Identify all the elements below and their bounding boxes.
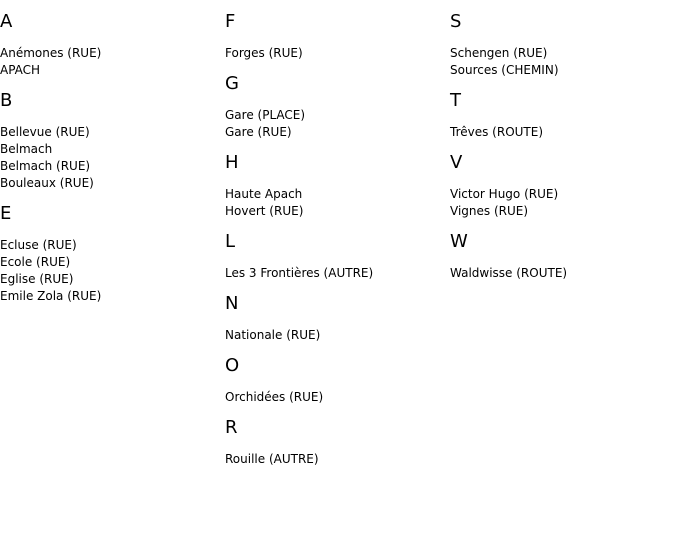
street-item[interactable]: Waldwisse (ROUTE) xyxy=(450,266,568,280)
street-list xyxy=(225,45,450,62)
street-item[interactable]: Nationale (RUE) xyxy=(225,328,321,342)
letter-heading: L xyxy=(225,231,236,252)
letter-group-n xyxy=(225,293,450,344)
street-item[interactable]: Schengen (RUE) xyxy=(450,46,548,60)
letter-heading: N xyxy=(225,293,239,314)
street-item[interactable]: Belmach xyxy=(0,142,53,156)
street-item[interactable]: Bellevue (RUE) xyxy=(0,125,90,139)
letter-heading: B xyxy=(0,90,13,111)
letter-group-e xyxy=(0,203,225,305)
letter-group-t xyxy=(450,90,675,141)
street-item[interactable]: Bouleaux (RUE) xyxy=(0,176,94,190)
index-column-3 xyxy=(450,0,675,282)
letter-group-s xyxy=(450,11,675,79)
street-list xyxy=(225,389,450,406)
letter-heading: R xyxy=(225,417,238,438)
street-item[interactable]: Gare (RUE) xyxy=(225,125,292,139)
street-list xyxy=(225,265,450,282)
street-item[interactable]: Haute Apach xyxy=(225,187,303,201)
street-item[interactable]: Ecole (RUE) xyxy=(0,255,71,269)
street-list xyxy=(450,265,675,282)
street-item[interactable]: Emile Zola (RUE) xyxy=(0,289,102,303)
street-item[interactable]: Rouille (AUTRE) xyxy=(225,452,319,466)
letter-heading: S xyxy=(450,11,462,32)
street-list xyxy=(0,45,225,79)
index-column-1 xyxy=(0,0,225,305)
letter-heading: E xyxy=(0,203,12,224)
letter-heading: W xyxy=(450,231,468,252)
street-list xyxy=(450,45,675,79)
street-item[interactable]: Gare (PLACE) xyxy=(225,108,306,122)
street-item[interactable]: Eglise (RUE) xyxy=(0,272,74,286)
street-item[interactable]: Trêves (ROUTE) xyxy=(450,125,544,139)
letter-group-o xyxy=(225,355,450,406)
street-item[interactable]: Les 3 Frontières (AUTRE) xyxy=(225,266,374,280)
street-list xyxy=(225,451,450,468)
street-item[interactable]: Anémones (RUE) xyxy=(0,46,102,60)
letter-group-a xyxy=(0,11,225,79)
letter-group-f xyxy=(225,11,450,62)
street-item[interactable]: Vignes (RUE) xyxy=(450,204,529,218)
letter-heading: G xyxy=(225,73,239,94)
street-item[interactable]: Victor Hugo (RUE) xyxy=(450,187,559,201)
letter-group-l xyxy=(225,231,450,282)
street-list xyxy=(225,107,450,141)
street-item[interactable]: Hovert (RUE) xyxy=(225,204,304,218)
street-list xyxy=(450,186,675,220)
letter-heading: H xyxy=(225,152,239,173)
letter-group-b xyxy=(0,90,225,192)
letter-heading: T xyxy=(450,90,461,111)
street-item[interactable]: Belmach (RUE) xyxy=(0,159,91,173)
street-item[interactable]: Sources (CHEMIN) xyxy=(450,63,559,77)
letter-group-v xyxy=(450,152,675,220)
letter-group-g xyxy=(225,73,450,141)
street-item[interactable]: Ecluse (RUE) xyxy=(0,238,77,252)
letter-group-h xyxy=(225,152,450,220)
street-list xyxy=(225,186,450,220)
street-list xyxy=(225,327,450,344)
letter-group-r xyxy=(225,417,450,468)
letter-heading: O xyxy=(225,355,240,376)
letter-heading: F xyxy=(225,11,236,32)
letter-heading: A xyxy=(0,11,13,32)
street-item[interactable]: Orchidées (RUE) xyxy=(225,390,324,404)
street-item[interactable]: Forges (RUE) xyxy=(225,46,303,60)
letter-group-w xyxy=(450,231,675,282)
letter-heading: V xyxy=(450,152,463,173)
index-column-2 xyxy=(225,0,450,468)
street-list xyxy=(0,237,225,305)
street-list xyxy=(450,124,675,141)
street-item[interactable]: APACH xyxy=(0,63,41,77)
street-list xyxy=(0,124,225,192)
